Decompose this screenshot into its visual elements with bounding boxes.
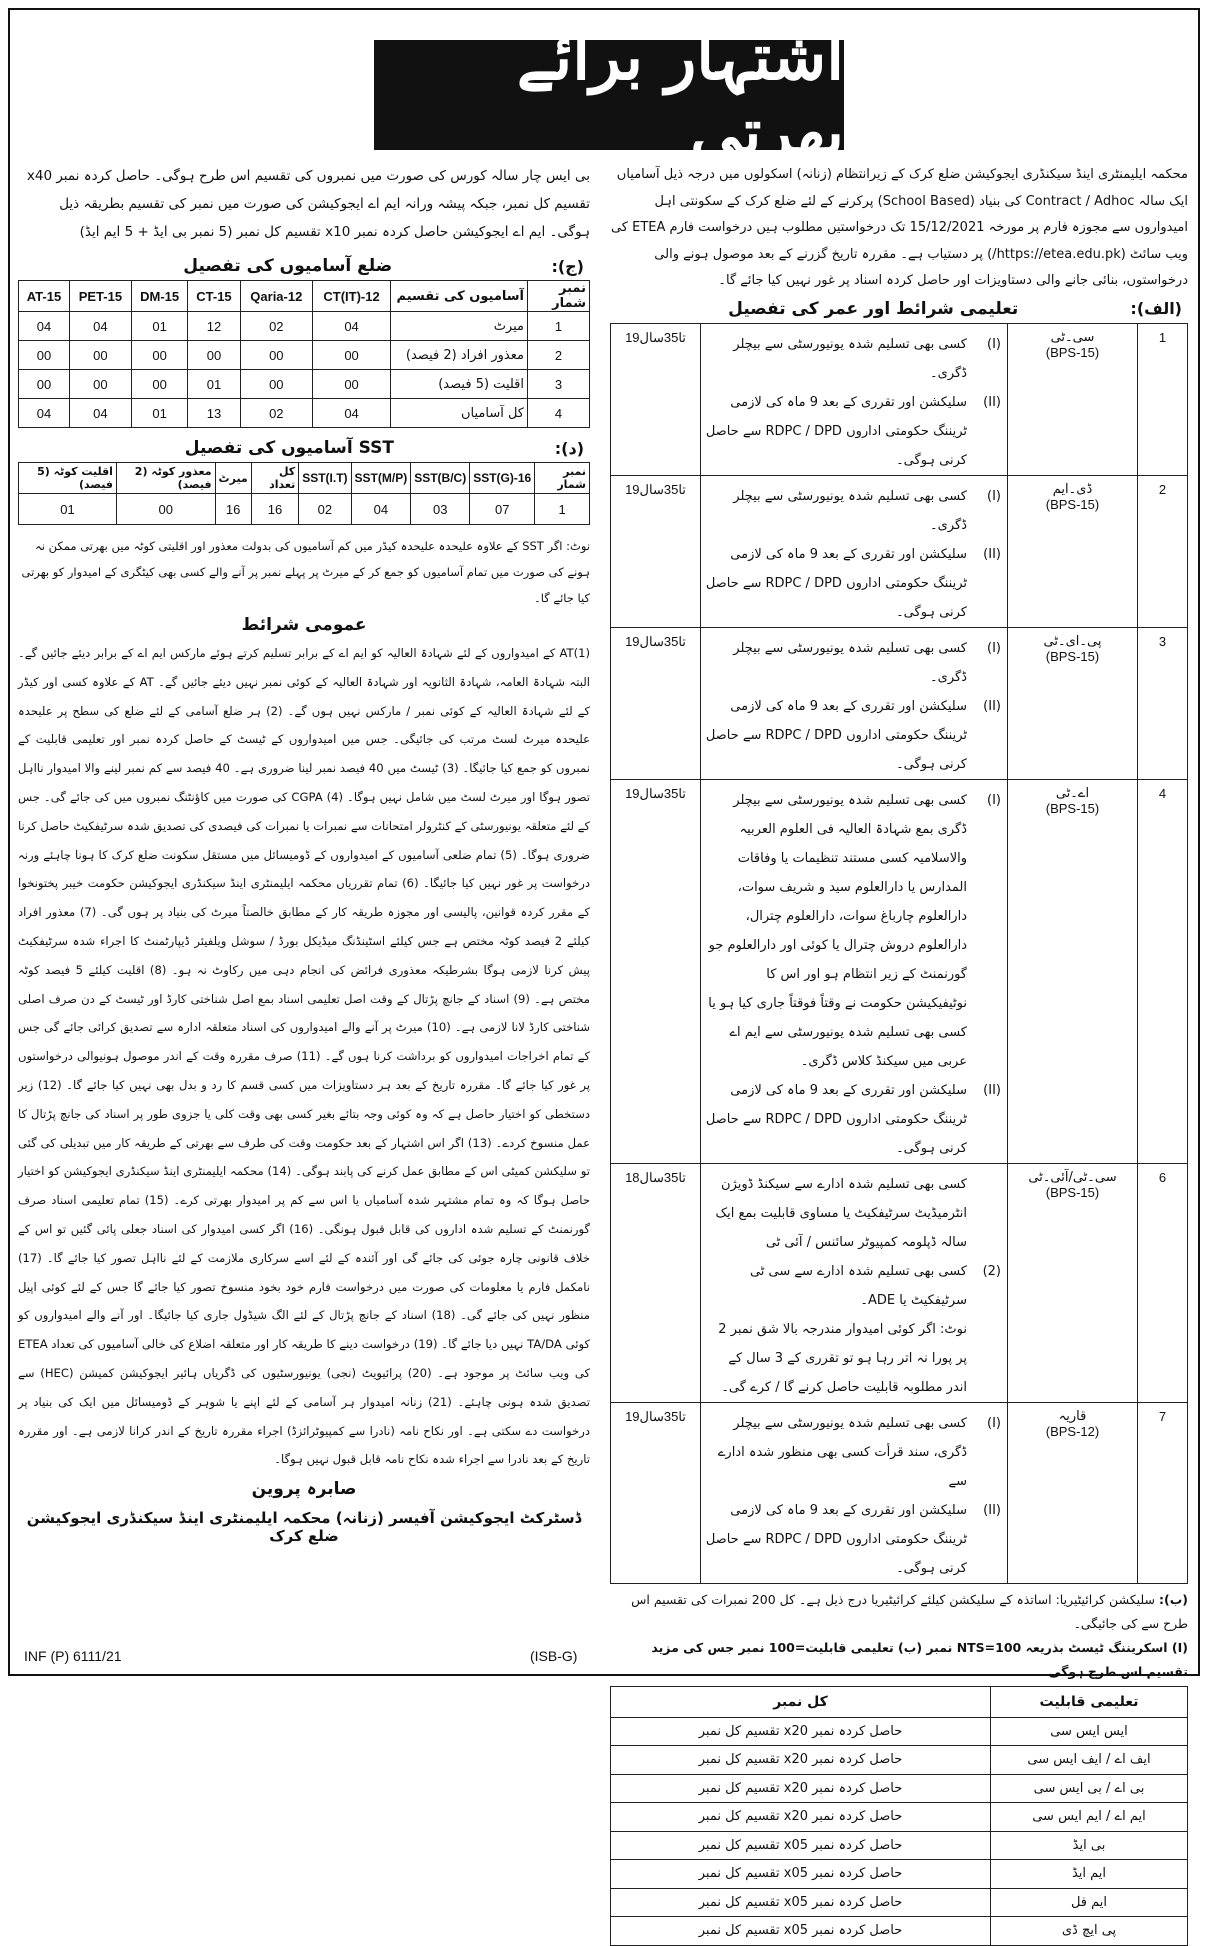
cell: 02 xyxy=(240,312,313,341)
line-marker xyxy=(967,1315,1001,1402)
marks-formula: حاصل کردہ نمبر x20 تقسیم کل نمبر xyxy=(611,1746,991,1775)
line-marker: (II) xyxy=(983,698,1001,714)
post-row xyxy=(611,475,1188,627)
marks-formula: حاصل کردہ نمبر x20 تقسیم کل نمبر xyxy=(611,1803,991,1832)
cell: 16 xyxy=(215,494,251,525)
post-qualification xyxy=(701,475,1008,627)
cell: 00 xyxy=(313,370,391,399)
cell: 01 xyxy=(131,399,188,428)
district-col-header: نمبر شمار xyxy=(528,281,590,312)
right-column xyxy=(610,162,1188,1946)
cell: 04 xyxy=(69,399,131,428)
post-name xyxy=(1008,627,1138,779)
qualification-name: ایم فل xyxy=(991,1888,1188,1917)
general-conditions-heading: عمومی شرائط xyxy=(241,615,367,635)
cell: 02 xyxy=(299,494,351,525)
post-number: 3 xyxy=(1138,627,1188,779)
post-title: سی۔ٹی xyxy=(1050,329,1095,345)
post-age: 19تا35سال xyxy=(611,1402,701,1583)
sst-posts-table xyxy=(18,462,590,525)
left-column xyxy=(18,162,590,1545)
posts-heading: تعلیمی شرائط اور عمر کی تفصیل xyxy=(728,298,1019,319)
qualification-name: ایس ایس سی xyxy=(991,1717,1188,1746)
post-bps: (BPS-15) xyxy=(1045,648,1100,664)
post-qualification xyxy=(701,1163,1008,1402)
qualification-line xyxy=(704,1409,1001,1496)
selection-marker: (ب): xyxy=(1159,1591,1188,1607)
district-header-row xyxy=(19,281,590,312)
cell: معذور افراد (2 فیصد) xyxy=(391,341,528,370)
post-age: 19تا35سال xyxy=(611,323,701,475)
selection-breakdown: (I) اسکریننگ ٹیسٹ بذریعہ NTS=100 نمبر (ب) تعلیمی قابلیت=100 نمبر جس کی مزید تقسیم اس طرح ہوگی xyxy=(651,1639,1188,1679)
sst-marker: (د): xyxy=(554,438,584,458)
qualification-line xyxy=(704,786,1001,1076)
post-age: 19تا35سال xyxy=(611,627,701,779)
cell: 12 xyxy=(188,312,240,341)
line-marker: (II) xyxy=(983,546,1001,562)
line-marker: (II) xyxy=(983,1502,1001,1518)
table-row xyxy=(19,399,590,428)
posts-section-header xyxy=(616,299,1182,319)
line-marker: (2) xyxy=(982,1263,1001,1279)
line-marker: (I) xyxy=(987,336,1001,352)
line-marker: (II) xyxy=(983,1082,1001,1098)
line-text: نوٹ: اگر کوئی امیدوار مندرجہ بالا شق نمبر 2 پر پورا نہ اتر رہا ہو تو تقرری کے 3 سال کے اندر مطلوبہ قابلیت حاصل کرنے گا / کرے گی۔ xyxy=(718,1321,967,1395)
district-col-header: CT(IT)-12 xyxy=(313,281,391,312)
qualification-name: ایم اے / ایم ایس سی xyxy=(991,1803,1188,1832)
line-text: کسی بھی تسلیم شدہ ادارے سے سی ٹی سرٹیفکیٹ یا ADE۔ xyxy=(749,1263,967,1308)
post-number: 7 xyxy=(1138,1402,1188,1583)
post-number: 1 xyxy=(1138,323,1188,475)
qualification-name: ایم ایڈ xyxy=(991,1860,1188,1889)
post-name xyxy=(1008,1402,1138,1583)
marks-distribution-intro: بی ایس چار سالہ کورس کی صورت میں نمبروں کی تقسیم اس طرح ہوگی۔ حاصل کردہ نمبر x40 تقسیم کل نمبر، جبکہ پیشہ ورانہ ایم اے ایجوکیشن کی صورت میں نمبر کی تقسیم بطریقہ ذیل ہوگی۔ ایم اے ایجوکیشن حاصل کردہ نمبر x10 تقسیم کل نمبر (5 نمبر بی ایڈ + 5 ایم ایڈ) xyxy=(26,168,590,240)
post-number: 4 xyxy=(1138,779,1188,1163)
table-row xyxy=(611,1831,1188,1860)
cell: 01 xyxy=(19,494,117,525)
cell: 00 xyxy=(19,370,70,399)
line-text: کسی بھی تسلیم شدہ یونیورسٹی سے بیچلر ڈگری۔ xyxy=(733,640,967,685)
line-marker: (I) xyxy=(987,488,1001,504)
general-conditions-text: AT(1) کے امیدواروں کے لئے شہادۃ العالیہ کو ایم اے کے برابر تسلیم کرتے ہوئے مارکس ایم اے کے برابر دیئے جائیں گے۔ البتہ شہادۃ العامہ، شہادۃ الثانویہ اور شہادۃ العالیہ کے کوئی نمبر نہیں دیئے جائیں گے۔ AT کے علاوہ کسی اور کیڈر کے لئے شہادۃ العالیہ کے کوئی نمبر / مارکس نہیں ہوں گے۔ (2) ہر ضلع آسامی کے لئے ضلع کی سطح پر علیحدہ علیحدہ میرٹ لسٹ مرتب کی جائیگی۔ جس میں امیدواروں کے ٹیسٹ کے حاصل کردہ نمبر اور تعلیمی قابلیت کے نمبروں کو جمع کیا جائیگا۔ (3) ٹیسٹ میں 40 فیصد نمبر لینا ضروری ہے۔ 40 فیصد سے کم نمبر لینے والا امیدوار نااہل تصور ہوگا اور میرٹ لسٹ میں شامل نہیں ہوگا۔ (4) CGPA کی صورت میں کاؤنٹنگ نمبروں میں کی جائے گی۔ جس کے لئے متعلقہ یونیورسٹی کے کنٹرولر امتحانات سے نمبرات یا نمبرات کی فیصدی کی تصدیق شدہ سرٹیفکیٹ حاصل کرنا ضروری ہوگا۔ (5) تمام ضلعی آسامیوں کے امیدواروں کے ڈومیسائل میں مستقل سکونت ضلع کرک کا ہونا چاہئے ورنہ درخواست پر غور نہیں کیا جائیگا۔ (6) تمام تقرریاں محکمہ ایلیمنٹری اینڈ سیکنڈری ایجوکیشن حکومت خیبر پختونخوا کے مقرر کردہ قوانین، پالیسی اور مجوزہ طریقہ کار کے مطابق خالصتاً میرٹ کی بنیاد پر ہوں گی۔ (7) معذور افراد کیلئے 2 فیصد کوٹہ مختص ہے جس کیلئے اسٹینڈنگ میڈیکل بورڈ / سوشل ویلفیئر ڈیپارٹمنٹ کا اجراء شدہ سرٹیفکیٹ پیش کرنا لازمی ہوگا بشرطیکہ معذوری فرائض کی انجام دہی میں رکاوٹ نہ ہو۔ (8) اقلیت کیلئے 5 فیصد کوٹہ مختص ہے۔ (9) اسناد کے جانچ پڑتال کے وقت اصل تعلیمی اسناد بمع اصل شناختی کارڈ اور ٹیسٹ کے دن صرف اصلی شناختی کارڈ لانا لازمی ہے۔ (10) میرٹ پر آنے والے امیدواروں کی اسناد متعلقہ ادارہ سے تصدیق کرائی جائے گی جس کے تمام اخراجات امیدواروں کو برداشت کرنا ہوں گے۔ (11) صرف مقررہ وقت کے اندر موصول ہونیوالی درخواستوں پر غور کیا جائے گا۔ مقررہ تاریخ کے بعد ہر دستاویزات میں کسی قسم کا رد و بدل بھی نہیں کیا جائے گا۔ (12) زیر دستخطی کو اختیار حاصل ہے کہ وہ کوئی وجہ بتائے بغیر کسی بھی وقت کلی یا جزوی طور پر اسناد کی جانچ پڑتال کا عمل منسوخ کردے۔ (13) اگر اس اشتہار کے بعد حکومت وقت کی طرف سے بھرتی کے طریقہ کار میں تبدیلی کی گئی تو سلیکشن کمیٹی اس کے مطابق عمل کرنے کی پابند ہوگی۔ (14) محکمہ ایلیمنٹری اینڈ سیکنڈری ایجوکیشن کو اختیار حاصل ہوگا کہ وہ تمام مشتہر شدہ آسامیاں یا اس سے کم پر امیدوار بھرتی کرے۔ (15) تمام تعلیمی اسناد صرف گورنمنٹ کے تسلیم شدہ اداروں کی قابل قبول ہونگی۔ (16) اگر کسی امیدوار کی اسناد جعلی پائی گئیں تو اس کے خلاف قانونی چارہ جوئی کی جائے گی اور آئندہ کے لئے اسے سرکاری ملازمت کے لئے نااہل تصور کیا جائے گا۔ (17) نامکمل فارم یا معلومات کی صورت میں درخواست فارم خود بخود منسوخ تصور کیا جائے گا جس کے لئے کوئی اپیل منظور نہیں کی جائے گی۔ (18) اسناد کے جانچ پڑتال کے لئے الگ شیڈول جاری کیا جائیگا۔ اور آنے والے امیدواروں کو کوئی TA/DA نہیں دیا جائے گا۔ (19) درخواست دینے کا طریقہ کار اور متعلقہ اضلاع کی خالی آسامیوں کی تعداد ETEA کی ویب سائٹ پر موجود ہے۔ (20) پرائیویٹ (نجی) یونیورسٹیوں کی ڈگریاں ہائیر ایجوکیشن کمیشن (HEC) سے تصدیق شدہ ہونی چاہئے۔ (21) زنانہ امیدوار ہر آسامی کے لئے اپنے یا شوہر کے ڈومیسائل میں ایک کی بنیاد پر درخواست دے سکتی ہے۔ اور نکاح نامہ (نادرا سے کمپیوٹرائزڈ) اجراء مقررہ تاریخ کے اندر کرانا لازمی ہے۔ اور مقررہ تاریخ کے بعد نادرا سے اجراء شدہ نکاح نامہ قابل قبول نہیں ہوگا۔ xyxy=(18,646,591,1467)
sst-col-header: نمبر شمار xyxy=(535,463,590,494)
cell: 04 xyxy=(19,312,70,341)
post-number: 2 xyxy=(1138,475,1188,627)
cell: 02 xyxy=(240,399,313,428)
table-row xyxy=(19,341,590,370)
cell: 1 xyxy=(535,494,590,525)
line-marker xyxy=(967,1170,1001,1257)
post-title: پی۔ای۔ٹی xyxy=(1043,633,1102,649)
post-qualification xyxy=(701,779,1008,1163)
line-text: کسی بھی تسلیم شدہ ادارے سے سیکنڈ ڈویژن انٹرمیڈیٹ سرٹیفکیٹ یا مساوی قابلیت بمع ایک سالہ ڈپلومہ کمپیوٹر سائنس / آئی ٹی xyxy=(715,1176,967,1250)
marks-header-row xyxy=(611,1686,1188,1717)
post-row xyxy=(611,627,1188,779)
post-age: 18تا35سال xyxy=(611,1163,701,1402)
sst-col-header: معذور کوٹہ (2 فیصد) xyxy=(116,463,215,494)
table-row xyxy=(611,1746,1188,1775)
sst-col-header: میرٹ xyxy=(215,463,251,494)
table-row xyxy=(611,1774,1188,1803)
cell: 00 xyxy=(188,341,240,370)
cell: 3 xyxy=(528,370,590,399)
post-row xyxy=(611,323,1188,475)
sst-col-header: SST(G)-16 xyxy=(470,463,535,494)
qualification-line xyxy=(704,692,1001,779)
post-age: 19تا35سال xyxy=(611,779,701,1163)
sst-note: نوٹ: اگر SST کے علاوہ علیحدہ علیحدہ کیڈر میں کم آسامیوں کی بدولت معذور اور اقلیتی کوٹہ میں بھرتی ممکن نہ ہونے کی صورت میں تمام آسامیوں کو جمع کر کے میرٹ پر پہلے نمبر پر آنے والے کسی بھی کیٹگری کے امیدوار کو بھرتی کیا جائے گا۔ xyxy=(21,539,590,605)
sst-header-row xyxy=(19,463,590,494)
cell: 01 xyxy=(188,370,240,399)
cell: 04 xyxy=(69,312,131,341)
post-number: 6 xyxy=(1138,1163,1188,1402)
cell: میرٹ xyxy=(391,312,528,341)
qualification-name: بی ایڈ xyxy=(991,1831,1188,1860)
cell: 4 xyxy=(528,399,590,428)
district-heading: ضلع آسامیوں کی تفصیل xyxy=(183,256,393,276)
line-marker: (I) xyxy=(987,792,1001,808)
marks-formula: حاصل کردہ نمبر x20 تقسیم کل نمبر xyxy=(611,1717,991,1746)
qualification-line xyxy=(704,388,1001,475)
qualification-line xyxy=(704,1076,1001,1163)
district-col-header: DM-15 xyxy=(131,281,188,312)
cell: 13 xyxy=(188,399,240,428)
sst-col-header: کل تعداد xyxy=(251,463,298,494)
post-age: 19تا35سال xyxy=(611,475,701,627)
posts-marker: (الف): xyxy=(1130,299,1182,318)
cell: 00 xyxy=(240,341,313,370)
selection-criteria xyxy=(610,1588,1188,1684)
line-text: سلیکشن اور تقرری کے بعد 9 ماہ کی لازمی ٹریننگ حکومتی اداروں RDPC / DPD سے حاصل کرنی ہوگی۔ xyxy=(705,698,967,772)
table-row xyxy=(611,1860,1188,1889)
marks-formula: حاصل کردہ نمبر x05 تقسیم کل نمبر xyxy=(611,1888,991,1917)
cell: 00 xyxy=(131,341,188,370)
post-name xyxy=(1008,1163,1138,1402)
post-bps: (BPS-15) xyxy=(1045,496,1100,512)
post-title: اے۔ٹی xyxy=(1055,785,1090,801)
qualification-name: ایف اے / ایف ایس سی xyxy=(991,1746,1188,1775)
line-text: کسی بھی تسلیم شدہ یونیورسٹی سے بیچلر ڈگری بمع شہادۃ العالیہ فی العلوم العربیہ والاسلامیہ کسی مستند تنظیمات یا وفاقات المدارس یا دارالعلوم سید و شریف سوات، دارالعلوم چارباغ سوات، دارالعلوم چترال، دارالعلوم دروش چترال یا کوئی اور دارالعلوم جو گورنمنٹ کے زیر انتظام ہو اور اس کا نوٹیفیکیشن حکومت نے وقتاً فوقتاً جاری کیا ہو یا کسی بھی تسلیم شدہ یونیورسٹی سے ایم اے عربی میں سیکنڈ کلاس ڈگری۔ xyxy=(708,792,967,1069)
ad-title: اشتہار برائے بھرتی xyxy=(374,40,844,150)
qualification-line xyxy=(704,634,1001,692)
marks-col-header: تعلیمی قابلیت xyxy=(991,1686,1188,1717)
cell: 00 xyxy=(69,341,131,370)
advertisement-page xyxy=(8,8,1200,1939)
post-qualification xyxy=(701,627,1008,779)
posts-table xyxy=(610,323,1188,1584)
district-col-header: AT-15 xyxy=(19,281,70,312)
qualification-name: پی ایچ ڈی xyxy=(991,1917,1188,1946)
qualification-line xyxy=(704,1315,1001,1402)
cell: 1 xyxy=(528,312,590,341)
post-title: سی۔ٹی/آئی۔ٹی xyxy=(1028,1169,1117,1185)
selection-text: سلیکشن کرائیٹیریا: اساتذہ کے سلیکشن کیلئے کرائیٹیریا درج ذیل ہے۔ کل 200 نمبرات کی تقسیم اس طرح سے کی جائیگی۔ xyxy=(631,1591,1188,1631)
post-title: ڈی۔ایم xyxy=(1052,481,1093,497)
post-title: قاریہ xyxy=(1058,1408,1087,1424)
line-text: سلیکشن اور تقرری کے بعد 9 ماہ کی لازمی ٹریننگ حکومتی اداروں RDPC / DPD سے حاصل کرنی ہوگی۔ xyxy=(705,1502,967,1576)
cell: 00 xyxy=(69,370,131,399)
district-posts-table xyxy=(18,280,590,428)
cell: 00 xyxy=(131,370,188,399)
qualification-name: بی اے / بی ایس سی xyxy=(991,1774,1188,1803)
line-text: سلیکشن اور تقرری کے بعد 9 ماہ کی لازمی ٹریننگ حکومتی اداروں RDPC / DPD سے حاصل کرنی ہوگی۔ xyxy=(705,394,967,468)
post-bps: (BPS-15) xyxy=(1045,344,1100,360)
sst-col-header: SST(I.T) xyxy=(299,463,351,494)
line-marker: (I) xyxy=(987,640,1001,656)
post-name xyxy=(1008,323,1138,475)
cell: اقلیت (5 فیصد) xyxy=(391,370,528,399)
post-row xyxy=(611,1402,1188,1583)
cell: 00 xyxy=(19,341,70,370)
post-bps: (BPS-12) xyxy=(1045,1423,1100,1439)
cell: کل آسامیاں xyxy=(391,399,528,428)
signatory-name: صابرہ پروین xyxy=(251,1479,357,1500)
post-row xyxy=(611,779,1188,1163)
table-row xyxy=(611,1717,1188,1746)
table-row xyxy=(611,1888,1188,1917)
marks-col-header: کل نمبر xyxy=(611,1686,991,1717)
qualification-line xyxy=(704,1496,1001,1583)
line-text: سلیکشن اور تقرری کے بعد 9 ماہ کی لازمی ٹریننگ حکومتی اداروں RDPC / DPD سے حاصل کرنی ہوگی۔ xyxy=(705,546,967,620)
cell: 01 xyxy=(131,312,188,341)
cell: 04 xyxy=(351,494,411,525)
marks-formula: حاصل کردہ نمبر x05 تقسیم کل نمبر xyxy=(611,1860,991,1889)
cell: 16 xyxy=(251,494,298,525)
inf-reference: INF (P) 6111/21 xyxy=(24,1648,122,1664)
post-qualification xyxy=(701,323,1008,475)
cell: 04 xyxy=(19,399,70,428)
qualification-line xyxy=(704,540,1001,627)
district-col-header: Qaria-12 xyxy=(240,281,313,312)
qualification-line xyxy=(704,330,1001,388)
line-marker: (II) xyxy=(983,394,1001,410)
qualification-line xyxy=(704,1257,1001,1315)
sst-section-header xyxy=(24,438,584,458)
isb-reference: (ISB-G) xyxy=(530,1648,578,1664)
cell: 04 xyxy=(313,312,391,341)
table-row xyxy=(611,1803,1188,1832)
intro-paragraph: محکمہ ایلیمنٹری اینڈ سیکنڈری ایجوکیشن ضلع کرک کے زیرانتظام (زنانہ) اسکولوں میں درجہ ذیل آسامیاں ایک سالہ Contract / Adhoc کی بنیاد (School Based) پرکرنے کے لئے ضلع کرک کے سکونتی اہل امیدواروں سے مجوزہ فارم پر مورخہ 15/12/2021 تک درخواستیں مطلوب ہیں درخواست فارم ETEA کی ویب سائٹ (https://etea.edu.pk/) پر دستیاب ہے۔ مقررہ تاریخ گزرنے کے بعد موصول ہونے والی درخواستوں، بنائی جانے والی دستاویزات اور حاصل کردہ اسناد پر غور نہیں کیا جائے گا۔ xyxy=(610,167,1188,288)
post-bps: (BPS-15) xyxy=(1045,800,1100,816)
sst-col-header: SST(M/P) xyxy=(351,463,411,494)
post-name xyxy=(1008,779,1138,1163)
line-marker: (I) xyxy=(987,1415,1001,1431)
district-marker: (ج): xyxy=(551,256,584,276)
signature-block xyxy=(18,1478,590,1545)
post-row xyxy=(611,1163,1188,1402)
table-row xyxy=(19,312,590,341)
district-col-header: CT-15 xyxy=(188,281,240,312)
sst-col-header: اقلیت کوٹہ (5 فیصد) xyxy=(19,463,117,494)
district-col-header: آسامیوں کی تقسیم xyxy=(391,281,528,312)
cell: 00 xyxy=(313,341,391,370)
cell: 00 xyxy=(240,370,313,399)
line-text: کسی بھی تسلیم شدہ یونیورسٹی سے بیچلر ڈگری۔ xyxy=(733,488,967,533)
post-bps: (BPS-15) xyxy=(1045,1184,1100,1200)
marks-formula: حاصل کردہ نمبر x20 تقسیم کل نمبر xyxy=(611,1774,991,1803)
cell: 00 xyxy=(116,494,215,525)
table-row xyxy=(19,370,590,399)
line-text: کسی بھی تسلیم شدہ یونیورسٹی سے بیچلر ڈگری۔ xyxy=(733,336,967,381)
table-row xyxy=(611,1917,1188,1946)
cell: 03 xyxy=(411,494,470,525)
marks-table xyxy=(610,1686,1188,1946)
qualification-line xyxy=(704,482,1001,540)
marks-formula: حاصل کردہ نمبر x05 تقسیم کل نمبر xyxy=(611,1831,991,1860)
sst-heading: SST آسامیوں کی تفصیل xyxy=(184,438,394,458)
table-row xyxy=(19,494,590,525)
line-text: سلیکشن اور تقرری کے بعد 9 ماہ کی لازمی ٹریننگ حکومتی اداروں RDPC / DPD سے حاصل کرنی ہوگی۔ xyxy=(705,1082,967,1156)
cell: 04 xyxy=(313,399,391,428)
district-section-header xyxy=(24,256,584,276)
post-qualification xyxy=(701,1402,1008,1583)
line-text: کسی بھی تسلیم شدہ یونیورسٹی سے بیچلر ڈگری، سند قرأت کسی بھی منظور شدہ ادارے سے xyxy=(717,1415,967,1489)
district-col-header: PET-15 xyxy=(69,281,131,312)
marks-formula: حاصل کردہ نمبر x05 تقسیم کل نمبر xyxy=(611,1917,991,1946)
cell: 2 xyxy=(528,341,590,370)
post-name xyxy=(1008,475,1138,627)
cell: 07 xyxy=(470,494,535,525)
signatory-office: ڈسٹرکٹ ایجوکیشن آفیسر (زنانہ) محکمہ ایلیمنٹری اینڈ سیکنڈری ایجوکیشن ضلع کرک xyxy=(26,1509,582,1546)
sst-col-header: SST(B/C) xyxy=(411,463,470,494)
qualification-line xyxy=(704,1170,1001,1257)
